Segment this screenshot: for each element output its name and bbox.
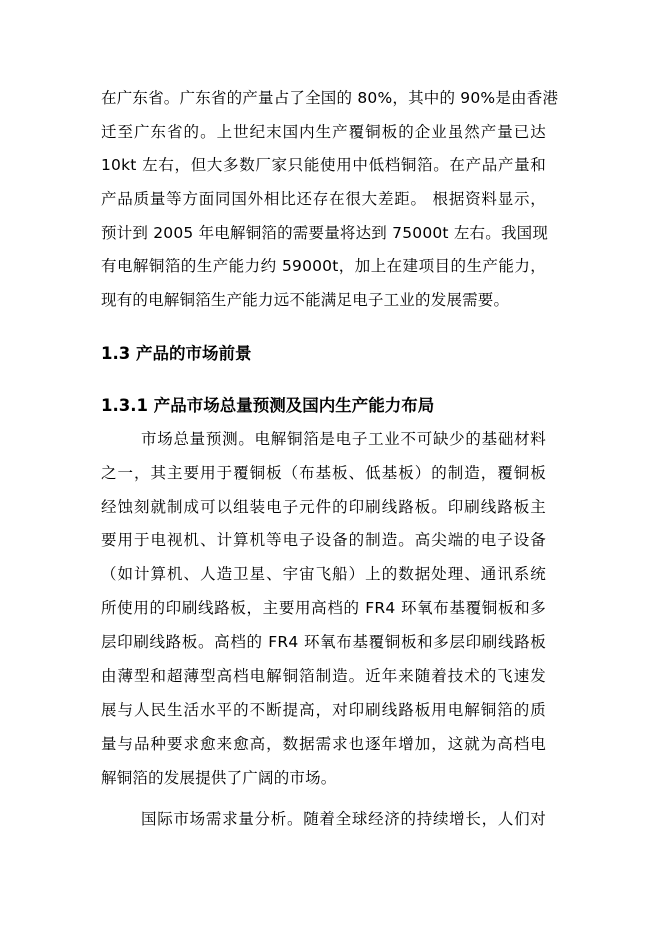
paragraph-line: 解铜箔的发展提供了广阔的市场。 bbox=[101, 769, 337, 787]
paragraph-line: 10kt 左右，但大多数厂家只能使用中低档铜箔。在产品产量和 bbox=[101, 156, 546, 174]
paragraph-line: 由薄型和超薄型高档电解铜箔制造。近年来随着技术的飞速发 bbox=[101, 667, 546, 685]
paragraph-line: 市场总量预测。电解铜箔是电子工业不可缺少的基础材料 bbox=[141, 430, 546, 448]
paragraph-line: 展与人民生活水平的不断提高，对印刷线路板用电解铜箔的质 bbox=[101, 701, 546, 719]
paragraph-line: 产品质量等方面同国外相比还存在很大差距。 根据资料显示， bbox=[101, 190, 546, 208]
paragraph-line: 所使用的印刷线路板，主要用高档的 FR4 环氧布基覆铜板和多 bbox=[101, 599, 546, 617]
paragraph-line: 有电解铜箔的生产能力约 59000t，加上在建项目的生产能力， bbox=[101, 257, 546, 275]
subsection-heading: 1.3.1 产品市场总量预测及国内生产能力布局 bbox=[101, 396, 435, 415]
paragraph-line: （如计算机、人造卫星、宇宙飞船）上的数据处理、通讯系统 bbox=[101, 565, 546, 583]
paragraph-line: 国际市场需求量分析。随着全球经济的持续增长，人们对 bbox=[141, 810, 546, 828]
paragraph-line: 预计到 2005 年电解铜箔的需要量将达到 75000t 左右。我国现 bbox=[101, 224, 549, 242]
paragraph-line: 要用于电视机、计算机等电子设备的制造。高尖端的电子设备 bbox=[101, 531, 546, 549]
paragraph-line: 量与品种要求愈来愈高，数据需求也逐年增加，这就为高档电 bbox=[101, 735, 546, 753]
paragraph-line: 现有的电解铜箔生产能力远不能满足电子工业的发展需要。 bbox=[101, 291, 510, 309]
section-heading: 1.3 产品的市场前景 bbox=[101, 344, 252, 363]
paragraph-line: 在广东省。广东省的产量占了全国的 80%，其中的 90%是由香港 bbox=[101, 89, 559, 107]
paragraph-line: 层印刷线路板。高档的 FR4 环氧布基覆铜板和多层印刷线路板 bbox=[101, 633, 546, 651]
paragraph-line: 迁至广东省的。上世纪末国内生产覆铜板的企业虽然产量已达 bbox=[101, 123, 546, 141]
paragraph-line: 之一，其主要用于覆铜板（布基板、低基板）的制造，覆铜板 bbox=[101, 464, 546, 482]
paragraph-line: 经蚀刻就制成可以组装电子元件的印刷线路板。印刷线路板主 bbox=[101, 498, 546, 516]
